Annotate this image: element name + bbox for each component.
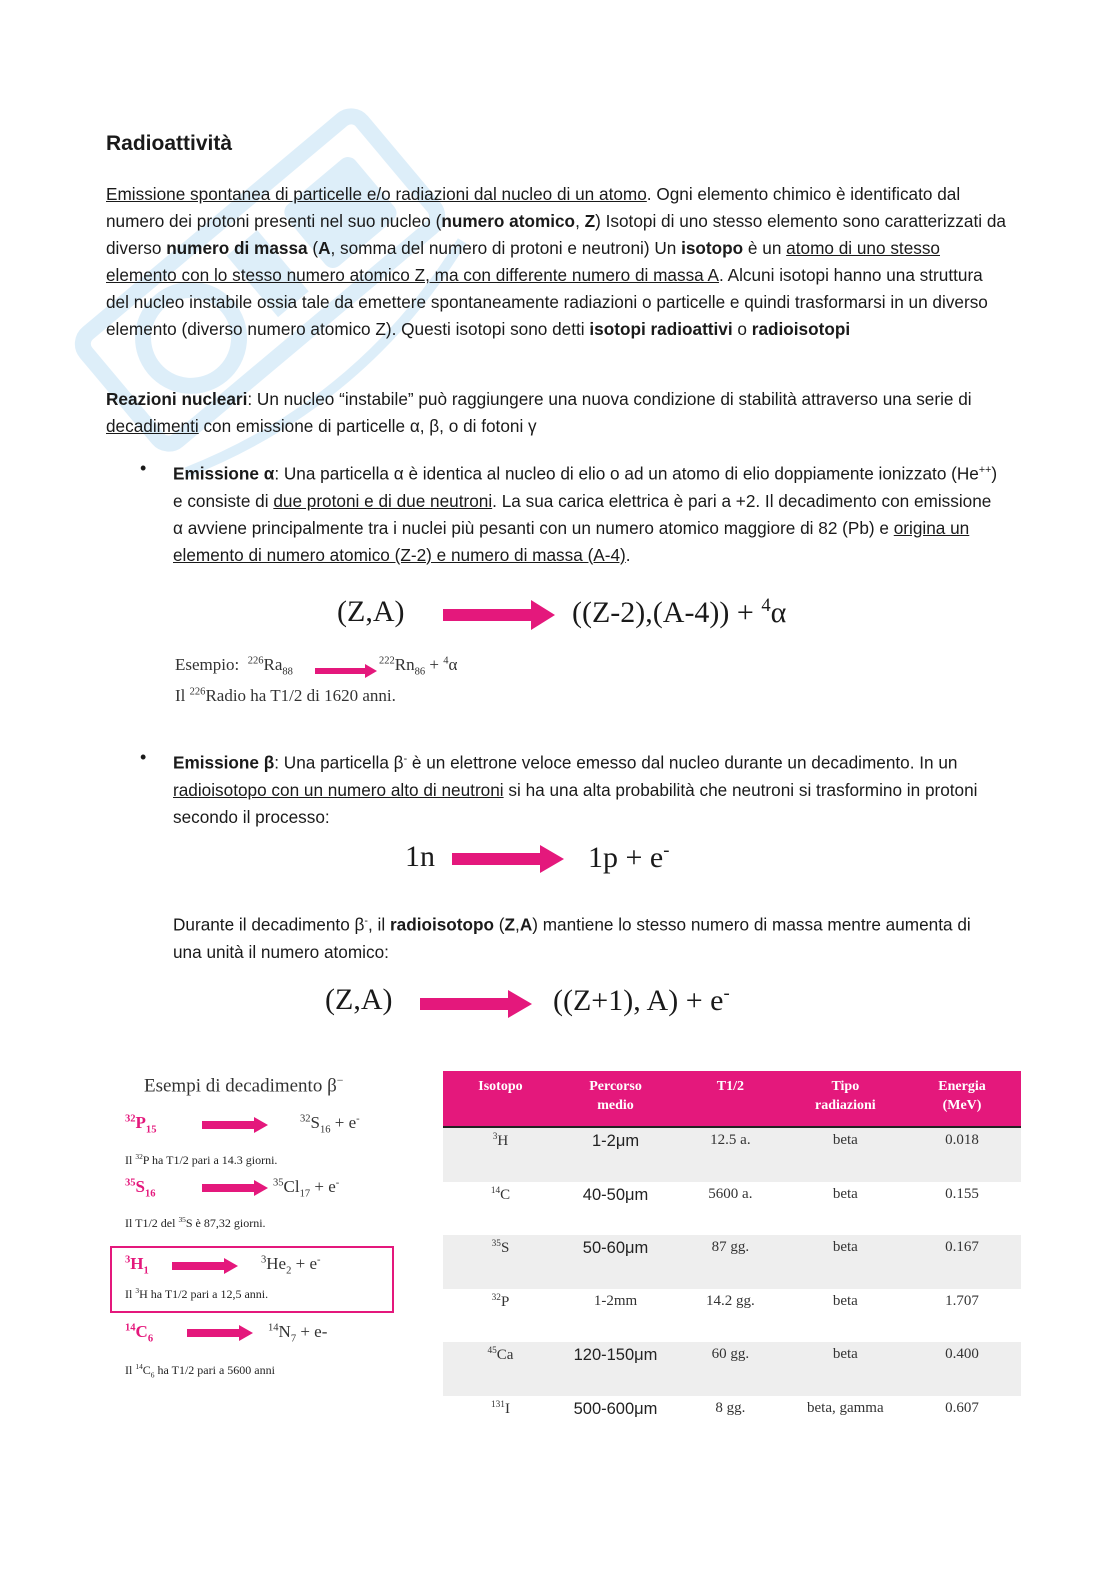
cell-isotope: $^3$H xyxy=(443,1127,558,1182)
header-tipo: Tipo radiazioni xyxy=(788,1071,903,1127)
page-title: Radioattività xyxy=(106,132,233,155)
cell-isotope: $^{45}$Ca xyxy=(443,1342,558,1396)
table-row xyxy=(443,1396,1021,1450)
isotope-table xyxy=(443,1071,1021,1449)
cell-type: beta xyxy=(832,1185,858,1202)
cell-path: 120-150μm xyxy=(558,1342,673,1396)
cell-isotope: $^{14}$C xyxy=(490,1185,511,1203)
cell-t12: 14.2 gg. xyxy=(705,1292,755,1309)
beta-eq2-left: (Z,A) xyxy=(325,983,393,1016)
cell-t12: 60 gg. xyxy=(673,1342,788,1396)
table-row xyxy=(443,1342,1021,1396)
table-row xyxy=(443,1182,1021,1236)
bullet-beta: • xyxy=(140,747,147,767)
example-note: Il $^{32}$P ha T1/2 pari a 14.3 giorni. xyxy=(125,1152,278,1167)
cell-t12: 87 gg. xyxy=(673,1235,788,1289)
cell-t12: 8 gg. xyxy=(715,1399,746,1416)
table-row xyxy=(443,1127,1021,1182)
cell-energy: 1.707 xyxy=(945,1292,979,1309)
alpha-example-note: Il $^{226}$Radio ha T1/2 di 1620 anni. xyxy=(175,686,396,705)
cell-path: 1-2mm xyxy=(593,1292,638,1309)
example-reactant: $^{32}P_{15}$ xyxy=(125,1113,157,1136)
beta-eq1-left: 1n xyxy=(405,840,435,873)
alpha-example: Esempio: $^{226}Ra_{88}$ xyxy=(175,655,293,678)
beta-arrow1-icon xyxy=(452,845,564,873)
cell-type: beta xyxy=(788,1127,903,1182)
cell-energy: 0.155 xyxy=(945,1185,979,1202)
header-t12: T1/2 xyxy=(673,1071,788,1127)
example-note: Il T1/2 del $^{35}$S è 87,32 giorni. xyxy=(125,1215,266,1230)
cell-energy: 0.167 xyxy=(903,1235,1021,1289)
cell-t12: 12.5 a. xyxy=(673,1127,788,1182)
header-percorso: Percorso medio xyxy=(558,1071,673,1127)
cell-type: beta, gamma xyxy=(807,1399,884,1416)
cell-type: beta xyxy=(788,1342,903,1396)
alpha-eq-left: (Z,A) xyxy=(337,595,405,628)
table-header-row xyxy=(443,1071,1021,1127)
cell-isotope: $^{32}$P xyxy=(491,1292,510,1310)
cell-path: 1-2μm xyxy=(558,1127,673,1182)
example-product: $^{35}Cl_{17} + e^-$ xyxy=(273,1177,340,1200)
cell-type: beta xyxy=(788,1235,903,1289)
examples-title: Esempi di decadimento β− xyxy=(144,1074,344,1097)
example-arrow-icon xyxy=(202,1117,268,1133)
alpha-paragraph: Emissione α: Una particella α è identica al nucleo di elio o ad un atomo di elio doppiamente ionizzato (He++) e consiste di due protoni e di due neutroni. La sua carica elettrica è pari a +2. Il decadimento con emissione α avviene principalmente tra i nuclei più pesanti con un numero atomico maggiore di 82 (Pb) e origina un elemento di numero atomico (Z-2) e numero di massa (A-4). xyxy=(173,463,998,565)
example-note: Il $^{14}C_6$ ha T1/2 pari a 5600 anni xyxy=(125,1362,275,1380)
alpha-example-arrow-icon xyxy=(315,664,377,678)
example-product: $^3He_2 + e^-$ xyxy=(261,1254,321,1277)
example-note: Il $^3$H ha T1/2 pari a 12,5 anni. xyxy=(125,1286,269,1301)
example-product: $^{32}S_{16} + e^-$ xyxy=(300,1113,360,1136)
beta-eq1-right: 1p + e- xyxy=(588,840,670,874)
beta-eq2-right: ((Z+1), A) + e- xyxy=(553,983,730,1017)
reazioni-paragraph: Reazioni nucleari: Un nucleo “instabile” può raggiungere una nuova condizione di stabilità attraverso una serie di decadimenti con emissione di particelle α, β, o di fotoni γ xyxy=(106,389,972,436)
header-energia: Energia (MeV) xyxy=(903,1071,1021,1127)
table-row xyxy=(443,1289,1021,1343)
cell-path: 40-50μm xyxy=(582,1185,649,1204)
cell-path: 50-60μm xyxy=(558,1235,673,1289)
cell-energy: 0.607 xyxy=(945,1399,979,1416)
example-product: $^{14}N_7 + e-$ xyxy=(268,1322,328,1345)
cell-type: beta xyxy=(832,1292,858,1309)
example-arrow-icon xyxy=(202,1180,268,1196)
alpha-eq-right: ((Z-2),(A-4)) + $^4$α xyxy=(572,595,787,629)
beta-paragraph: Emissione β: Una particella β- è un elettrone veloce emesso dal nucleo durante un decadimento. In un radioisotopo con un numero alto di neutroni si ha una alta probabilità che neutroni si trasformino in protoni secondo il processo: xyxy=(173,752,978,827)
cell-energy: 0.018 xyxy=(903,1127,1021,1182)
example-reactant: $^{14}C_6$ xyxy=(125,1322,154,1345)
alpha-arrow-icon xyxy=(443,600,555,630)
cell-t12: 5600 a. xyxy=(708,1185,753,1202)
example-reactant: $^3H_1$ xyxy=(125,1254,149,1277)
header-isotopo: Isotopo xyxy=(443,1071,558,1127)
beta-paragraph-2: Durante il decadimento β-, il radioisotopo (Z,A) mantiene lo stesso numero di massa mentre aumenta di una unità il numero atomico: xyxy=(173,914,971,962)
cell-path: 500-600μm xyxy=(573,1399,658,1418)
bullet-alpha: • xyxy=(140,458,147,478)
cell-energy: 0.400 xyxy=(903,1342,1021,1396)
highlight-box xyxy=(110,1246,394,1313)
alpha-example-product: $^{222}Rn_{86} + ^4\alpha$ xyxy=(379,655,458,678)
cell-isotope: $^{131}$I xyxy=(490,1399,510,1417)
example-arrow-icon xyxy=(172,1258,238,1274)
table-row xyxy=(443,1235,1021,1289)
cell-isotope: $^{35}$S xyxy=(443,1235,558,1289)
beta-arrow2-icon xyxy=(420,990,532,1018)
example-arrow-icon xyxy=(187,1325,253,1341)
intro-paragraph: Emissione spontanea di particelle e/o radiazioni dal nucleo di un atomo. Ogni elemento chimico è identificato dal numero dei protoni presenti nel suo nucleo (numero atomico, Z) Isotopi di uno stesso elemento sono caratterizzati da diverso numero di massa (A, somma del numero di protoni e neutroni) Un isotopo è un atomo di uno stesso elemento con lo stesso numero atomico Z, ma con differente numero di massa A. Alcuni isotopi hanno una struttura del nucleo instabile ossia tale da emettere spontaneamente radiazioni o particelle e quindi trasformarsi in un diverso elemento (diverso numero atomico Z). Questi isotopi sono detti isotopi radioattivi o radioisotopi xyxy=(106,184,1006,339)
example-reactant: $^{35}S_{16}$ xyxy=(125,1177,156,1200)
